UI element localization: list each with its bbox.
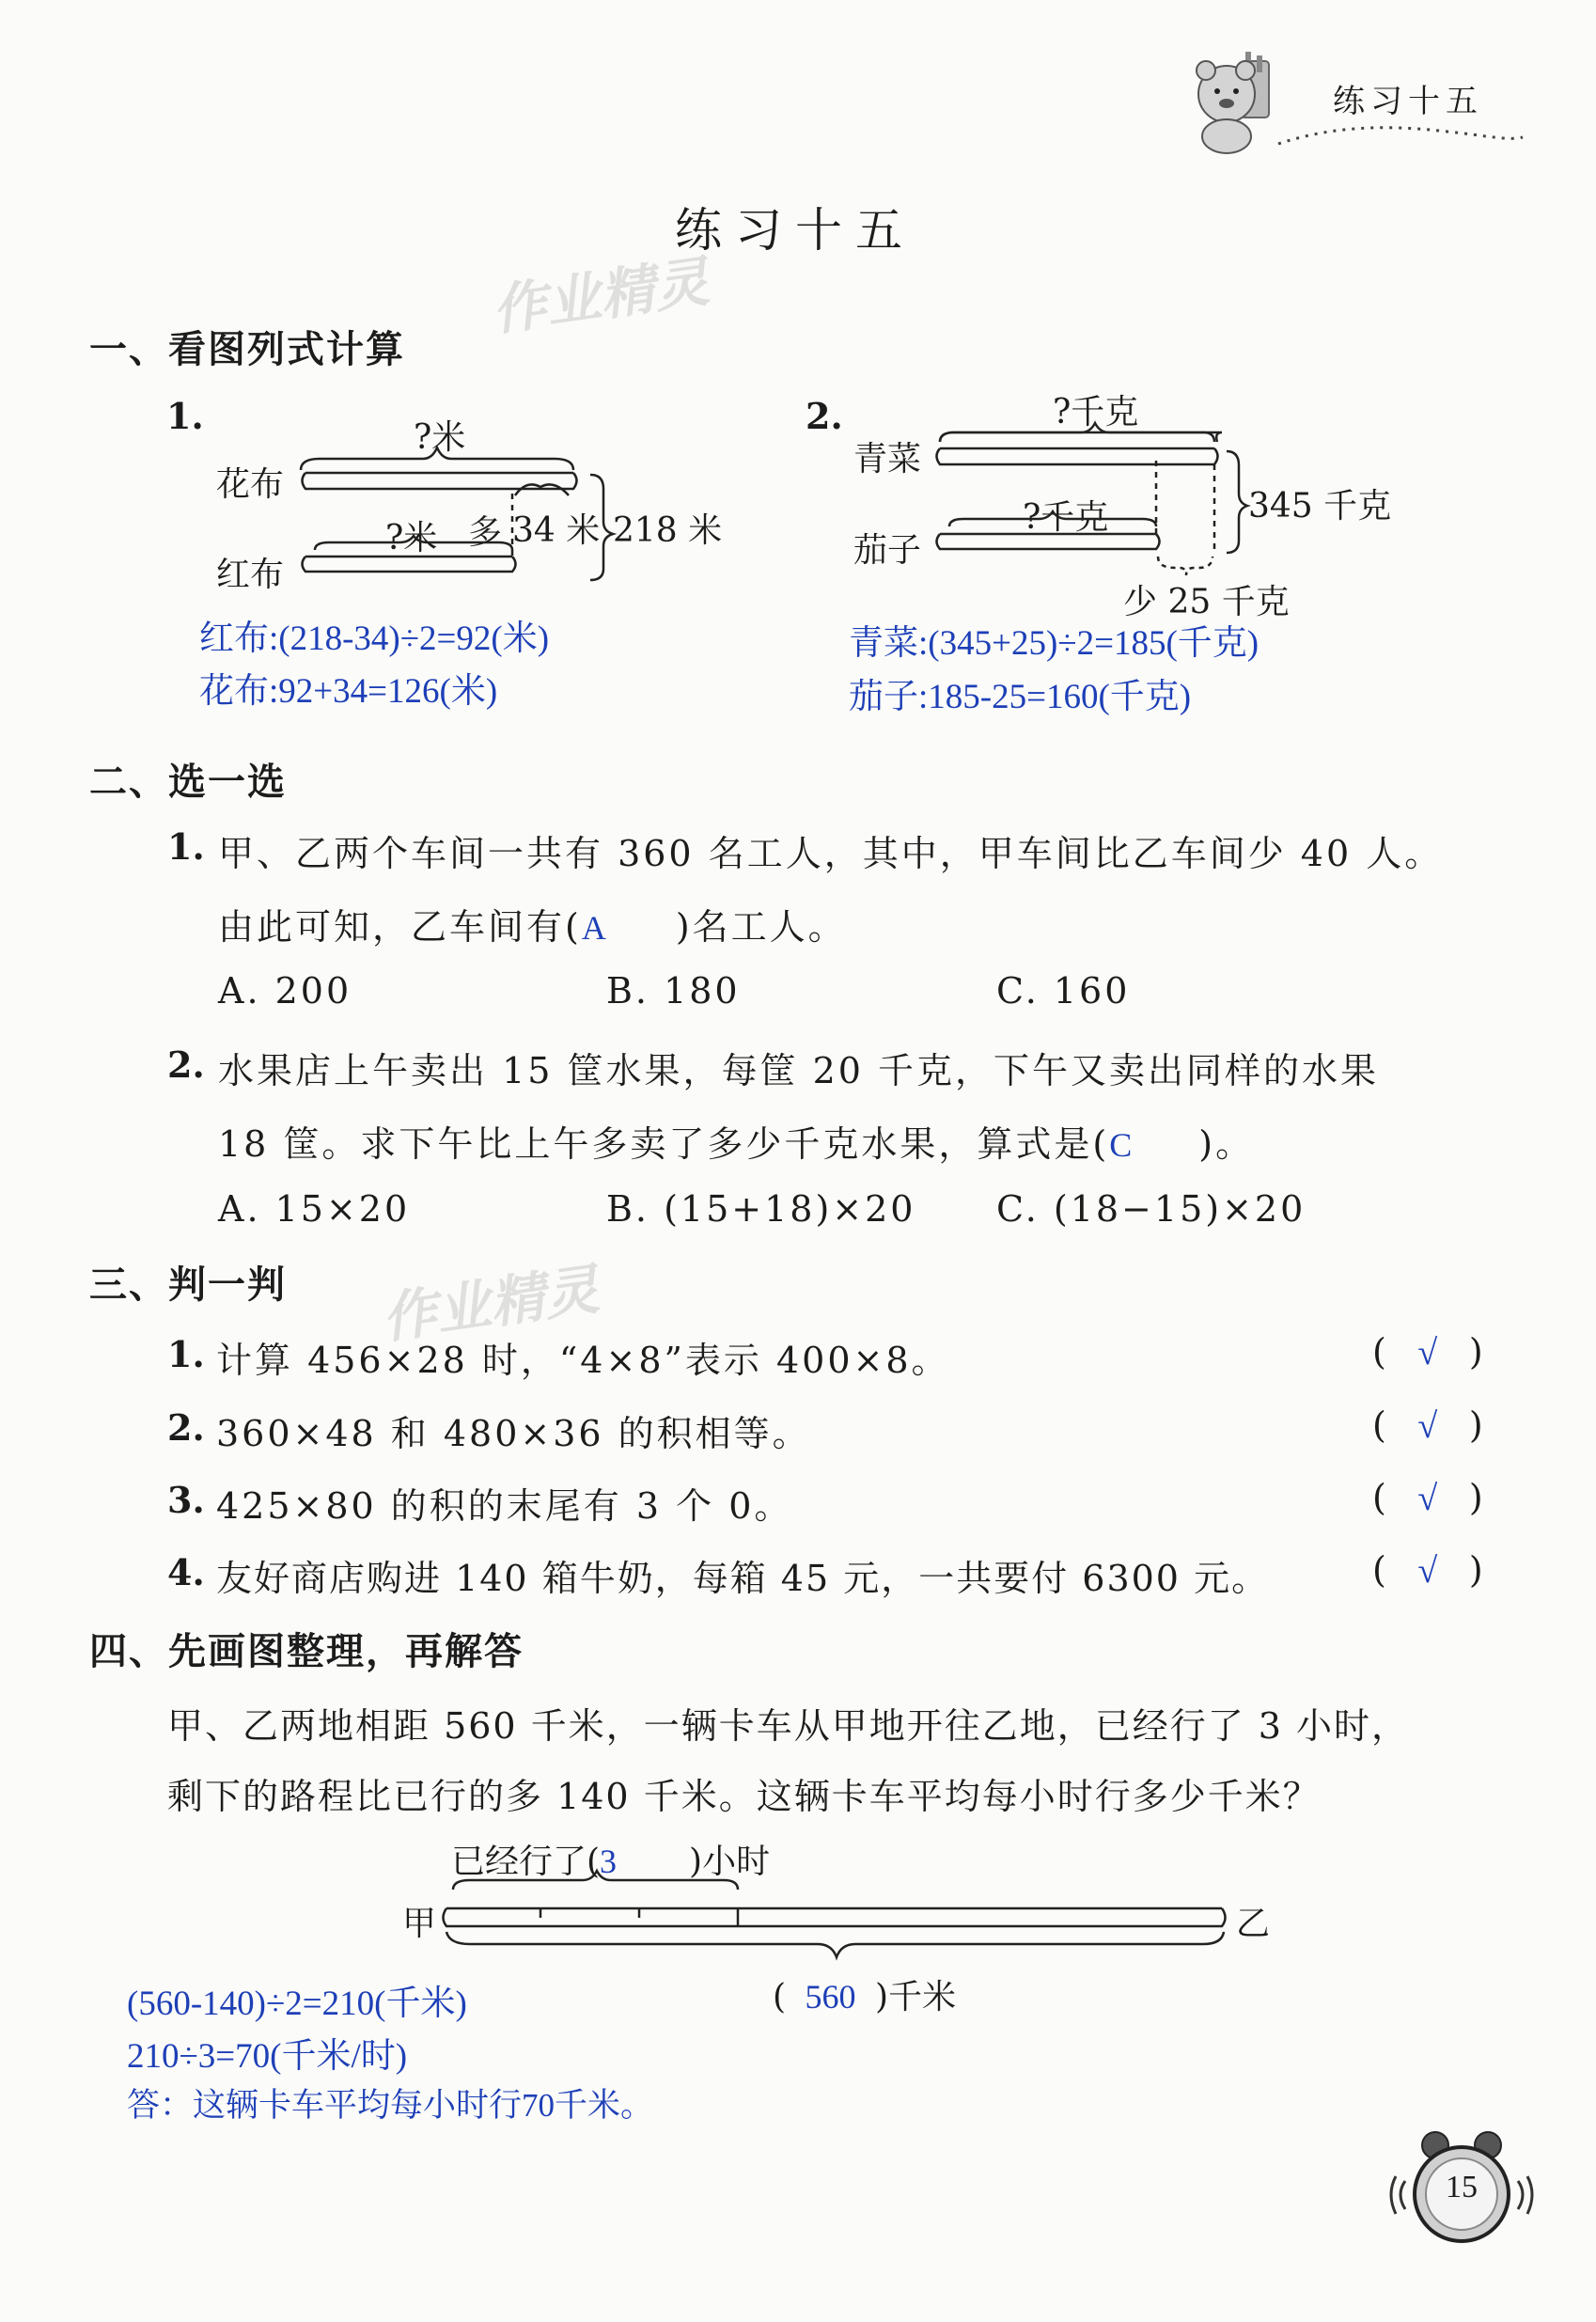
option: A. 200	[218, 970, 352, 1012]
section-heading: 三、判一判	[89, 1263, 287, 1307]
diagram-start-label: 甲	[402, 1905, 437, 1943]
question-text: 由此可知，乙车间有(A )名工人。	[218, 906, 847, 948]
answer-line: 红布:(218-34)÷2=92(米)	[199, 620, 550, 658]
answer-line: 答：这辆卡车平均每小时行70千米。	[127, 2087, 654, 2124]
answer-line: (560-140)÷2=210(千米)	[127, 1985, 467, 2023]
judge-mark: √	[1417, 1551, 1441, 1591]
question-number: 2.	[806, 395, 843, 437]
question-number: 1.	[167, 1333, 205, 1375]
answer-line: 茄子:185-25=160(千克)	[849, 678, 1192, 716]
option: B. (15+18)×20	[606, 1188, 916, 1230]
question-number: 4.	[167, 1551, 205, 1593]
question-number: 1.	[167, 825, 205, 868]
question-text: 甲、乙两个车间一共有 360 名工人，其中，甲车间比乙车间少 40 人。	[218, 833, 1444, 874]
header-tag: 练习十五	[1333, 83, 1483, 120]
option: A. 15×20	[218, 1188, 411, 1230]
question-number: 2.	[167, 1406, 205, 1449]
answer-line: 210÷3=70(千米/时)	[127, 2037, 408, 2076]
diagram-label: 345 千克	[1248, 487, 1392, 526]
answer-line: 青菜:(345+25)÷2=185(千克)	[849, 624, 1260, 663]
diagram-bottom-label: ( 560 )千米	[773, 1978, 957, 2016]
diagram-end-label: 乙	[1236, 1905, 1271, 1943]
judge-mark: √	[1417, 1333, 1441, 1373]
diagram-label: ?千克	[1023, 498, 1109, 537]
diagram-label: 少 25 千克	[1123, 583, 1290, 621]
judge-bracket: ( √ )	[1372, 1549, 1486, 1591]
section-heading: 四、先画图整理，再解答	[89, 1630, 524, 1673]
filled-value: 560	[805, 1978, 856, 2016]
question-text: 425×80 的积的末尾有 3 个 0。	[216, 1485, 793, 1527]
diagram-label: ?米	[385, 519, 438, 557]
page-title: 练习十五	[675, 203, 915, 258]
option: C. (18−15)×20	[996, 1188, 1307, 1230]
filled-value: 3	[600, 1843, 618, 1880]
diagram-label: 茄子	[853, 531, 922, 570]
diagram-label: 花布	[216, 465, 285, 504]
diagram-label: 红布	[216, 556, 285, 594]
diagram-label: 34 米	[512, 511, 601, 550]
page-number: 15	[1446, 2170, 1478, 2204]
diagram-top-label: 已经行了(3 )小时	[451, 1843, 771, 1881]
question-text: 计算 456×28 时，“4×8”表示 400×8。	[216, 1340, 950, 1381]
diagram-label: ?千克	[1053, 393, 1139, 431]
judge-bracket: ( √ )	[1372, 1404, 1486, 1446]
diagram-label: 218 米	[613, 511, 723, 550]
watermark: 作业精灵	[378, 1257, 603, 1351]
question-number: 3.	[167, 1479, 205, 1521]
problem-text: 甲、乙两地相距 560 千米，一辆卡车从甲地开往乙地，已经行了 3 小时，	[167, 1705, 1410, 1747]
question-number: 1.	[166, 395, 204, 437]
judge-mark: √	[1417, 1479, 1441, 1518]
question-number: 2.	[167, 1043, 205, 1086]
question-text: 360×48 和 480×36 的积相等。	[216, 1413, 811, 1454]
diagram-label: ?米	[414, 418, 466, 457]
problem-text: 剩下的路程比已行的多 140 千米。这辆卡车平均每小时行多少千米？	[167, 1776, 1321, 1817]
question-text: 18 筐。求下午比上午多卖了多少千克水果，算式是(C )。	[218, 1123, 1255, 1165]
judge-bracket: ( √ )	[1372, 1331, 1486, 1373]
judge-bracket: ( √ )	[1372, 1477, 1486, 1518]
watermark: 作业精灵	[488, 249, 713, 343]
option: C. 160	[996, 970, 1131, 1012]
diagram-label: 多	[468, 513, 503, 552]
answer-line: 花布:92+34=126(米)	[199, 672, 498, 711]
question-text: 友好商店购进 140 箱牛奶，每箱 45 元，一共要付 6300 元。	[216, 1558, 1270, 1599]
section-heading: 一、看图列式计算	[89, 328, 405, 371]
choice-answer: C	[1109, 1126, 1135, 1164]
choice-answer: A	[581, 909, 609, 947]
question-text: 水果店上午卖出 15 筐水果，每筐 20 千克，下午又卖出同样的水果	[218, 1050, 1380, 1091]
option: B. 180	[606, 970, 741, 1012]
section-heading: 二、选一选	[89, 761, 287, 804]
judge-mark: √	[1417, 1406, 1441, 1446]
diagram-label: 青菜	[853, 440, 922, 479]
